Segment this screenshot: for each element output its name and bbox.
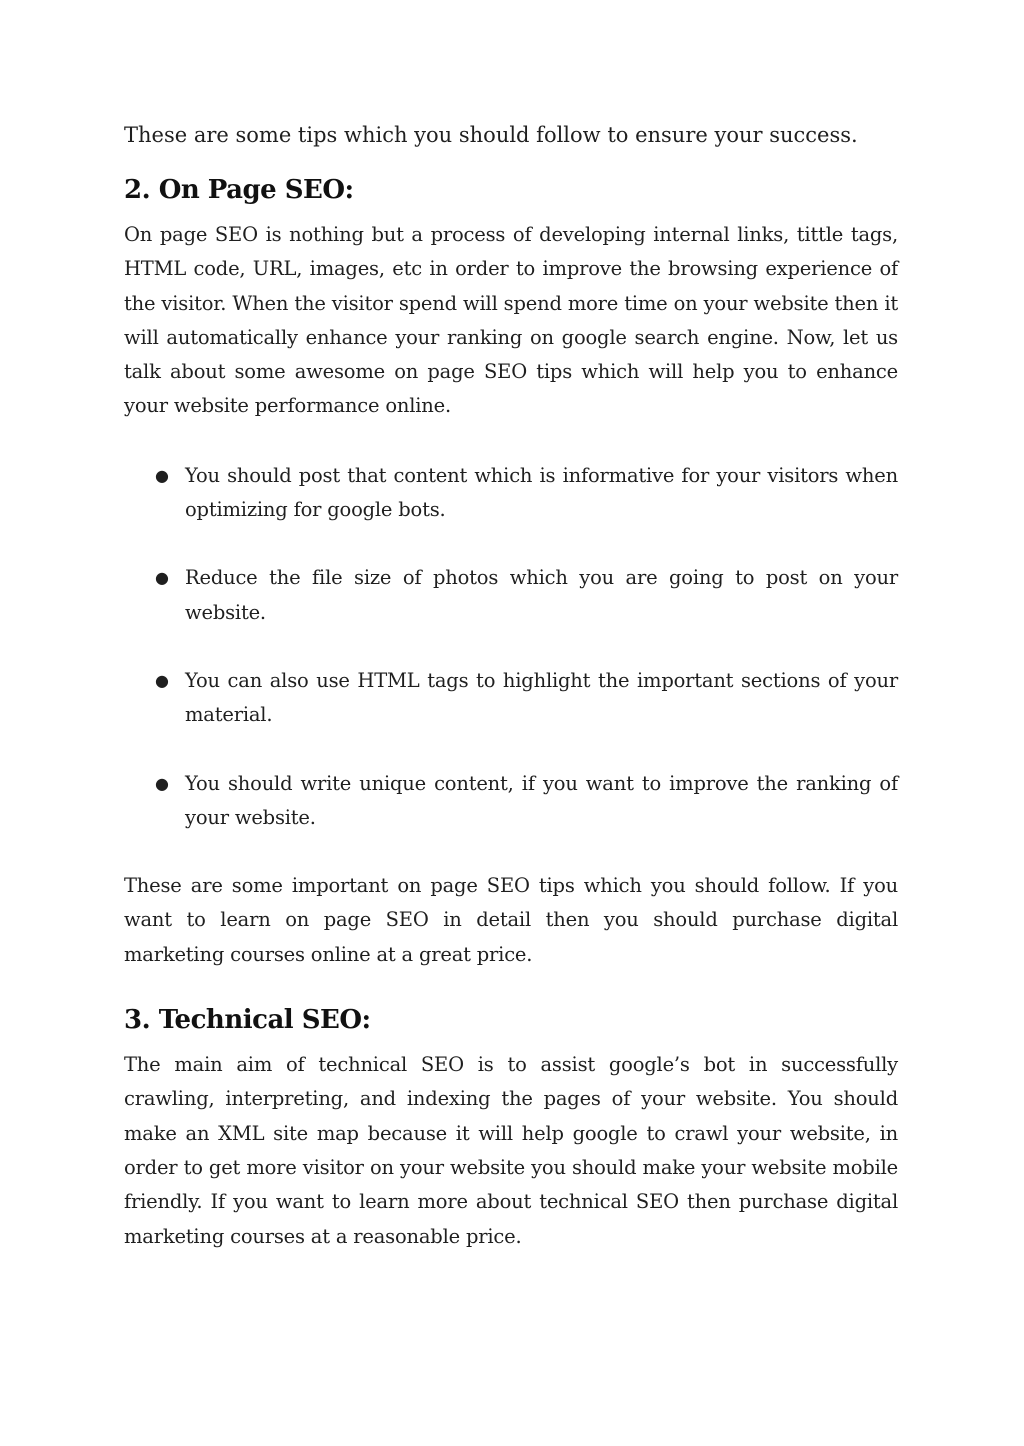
closing-paragraph: These are some important on page SEO tips which you should follow. If you want to learn on page SEO in detail then you should purchase digital marketing courses online at a great price. (124, 874, 898, 966)
section-heading: 2. On Page SEO: (124, 175, 354, 205)
intro-text: These are some tips which you should follow to ensure your success. (124, 123, 858, 147)
section-on-page-seo (124, 172, 898, 972)
list-item (124, 767, 898, 836)
list-item-text: Reduce the file size of photos which you are going to post on your website. (185, 566, 898, 624)
list-item (124, 459, 898, 528)
section-heading: 3. Technical SEO: (124, 1005, 371, 1036)
bullet-icon: ● (155, 670, 169, 690)
bullet-icon: ● (155, 465, 169, 485)
bullet-icon: ● (155, 773, 169, 793)
section-paragraph: On page SEO is nothing but a process of developing internal links, tittle tags, HTML code, URL, images, etc in order to improve the browsing experience of the visitor. When the visitor spend will spend more time on your website then it will automatically enhance your ranking on google search engine. Now, let us talk about some awesome on page SEO tips which will help you to enhance your website performance online. (124, 223, 898, 418)
tips-list (124, 459, 898, 835)
list-item-text: You can also use HTML tags to highlight the important sections of your material. (185, 668, 898, 727)
bullet-icon: ● (155, 568, 169, 588)
list-item (124, 664, 898, 733)
list-item-text: You should write unique content, if you want to improve the ranking of your website. (185, 771, 898, 829)
section-paragraph: The main aim of technical SEO is to assist google’s bot in successfully crawling, interpreting, and indexing the pages of your website. You should make an XML site map because it will help google to crawl your website, in order to get more visitor on your website you should make your website mobile friendly. If you want to learn more about technical SEO then purchase digital marketing courses at a reasonable price. (124, 1053, 898, 1248)
section-technical-seo (124, 1002, 898, 1254)
list-item (124, 561, 898, 630)
document-page (124, 118, 898, 1254)
list-item-text: You should post that content which is informative for your visitors when optimizing for google bots. (185, 463, 898, 522)
